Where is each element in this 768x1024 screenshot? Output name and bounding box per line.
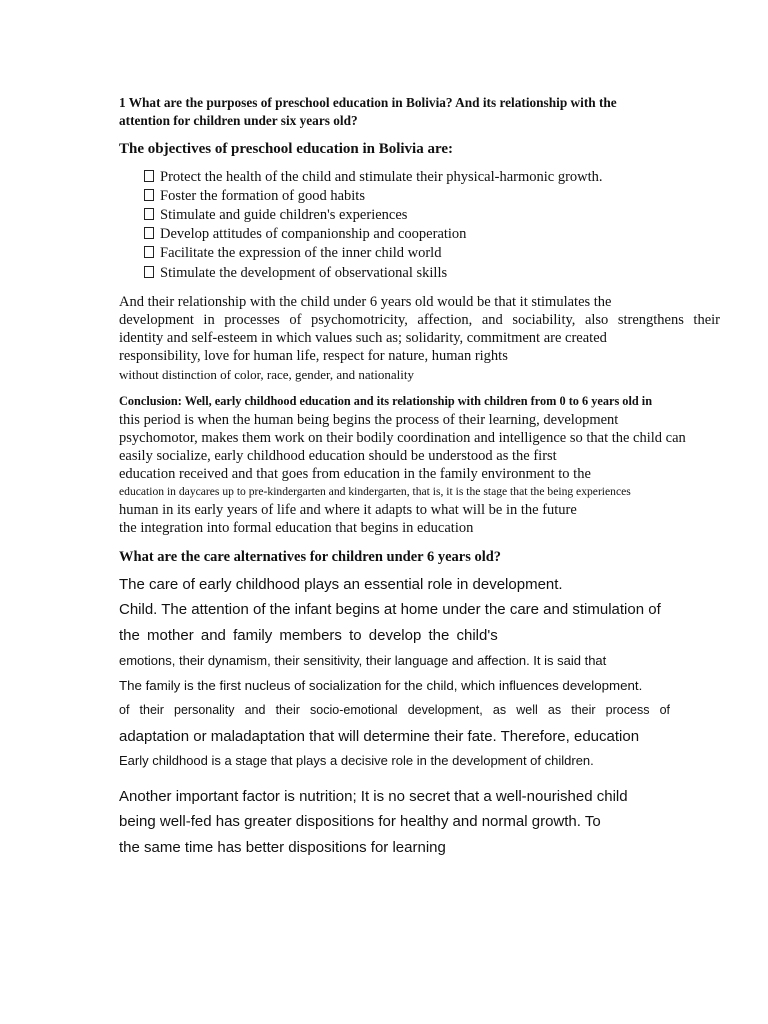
checkbox-glyph-icon	[144, 189, 154, 201]
list-item: Stimulate and guide children's experiences	[144, 207, 407, 224]
care-line-7: adaptation or maladaptation that will determine their fate. Therefore, education	[119, 728, 640, 745]
conclusion-line-6: education in daycares up to pre-kindergarten and kindergarten, that is, it is the stage that the being experiences	[119, 485, 631, 498]
checkbox-glyph-icon	[144, 266, 154, 278]
list-item: Facilitate the expression of the inner child world	[144, 245, 441, 262]
checkbox-glyph-icon	[144, 246, 154, 258]
conclusion-line-7: human in its early years of life and where it adapts to what will be in the future	[119, 502, 577, 518]
relationship-line-4: responsibility, love for human life, respect for nature, human rights	[119, 348, 508, 364]
nutrition-line-3: the same time has better dispositions for learning	[119, 839, 446, 856]
question-1-line-2: attention for children under six years old?	[119, 113, 358, 128]
nutrition-line-2: being well-fed has greater dispositions for healthy and normal growth. To	[119, 813, 601, 830]
care-line-1: The care of early childhood plays an essential role in development.	[119, 576, 563, 593]
list-item: Protect the health of the child and stimulate their physical-harmonic growth.	[144, 169, 603, 186]
checkbox-glyph-icon	[144, 170, 154, 182]
relationship-line-1: And their relationship with the child under 6 years old would be that it stimulates the	[119, 294, 612, 310]
question-1-line-1: 1 What are the purposes of preschool education in Bolivia? And its relationship with the	[119, 95, 617, 110]
care-line-4: emotions, their dynamism, their sensitivity, their language and affection. It is said that	[119, 653, 607, 668]
care-line-8: Early childhood is a stage that plays a decisive role in the development of children.	[119, 753, 594, 768]
list-item: Develop attitudes of companionship and cooperation	[144, 226, 466, 243]
conclusion-line-8: the integration into formal education that begins in education	[119, 520, 474, 536]
conclusion-line-4: easily socialize, early childhood education should be understood as the first	[119, 448, 557, 464]
conclusion-line-2: this period is when the human being begins the process of their learning, development	[119, 412, 619, 428]
conclusion-line-1: Conclusion: Well, early childhood education and its relationship with children from 0 to 6 years old in	[119, 394, 653, 408]
care-line-5: The family is the first nucleus of socialization for the child, which influences development.	[119, 678, 643, 693]
care-line-6: of their personality and their socio-emotional development, as well as their process of	[119, 703, 670, 717]
conclusion-line-3: psychomotor, makes them work on their bodily coordination and intelligence so that the child can	[119, 430, 686, 446]
relationship-line-5: without distinction of color, race, gender, and nationality	[119, 367, 414, 382]
list-item: Foster the formation of good habits	[144, 188, 365, 205]
care-heading: What are the care alternatives for children under 6 years old?	[119, 549, 502, 565]
checkbox-glyph-icon	[144, 208, 154, 220]
relationship-line-2: development in processes of psychomotricity, affection, and sociability, also strengthens their	[119, 312, 720, 328]
care-line-2: Child. The attention of the infant begins at home under the care and stimulation of	[119, 601, 661, 618]
checkbox-glyph-icon	[144, 227, 154, 239]
relationship-line-3: identity and self-esteem in which values such as; solidarity, commitment are created	[119, 330, 607, 346]
nutrition-line-1: Another important factor is nutrition; It is no secret that a well-nourished child	[119, 788, 628, 805]
care-line-3: the mother and family members to develop the child's	[119, 627, 498, 644]
objectives-heading: The objectives of preschool education in Bolivia are:	[119, 141, 454, 157]
list-item: Stimulate the development of observational skills	[144, 265, 447, 282]
conclusion-line-5: education received and that goes from education in the family environment to the	[119, 466, 591, 482]
